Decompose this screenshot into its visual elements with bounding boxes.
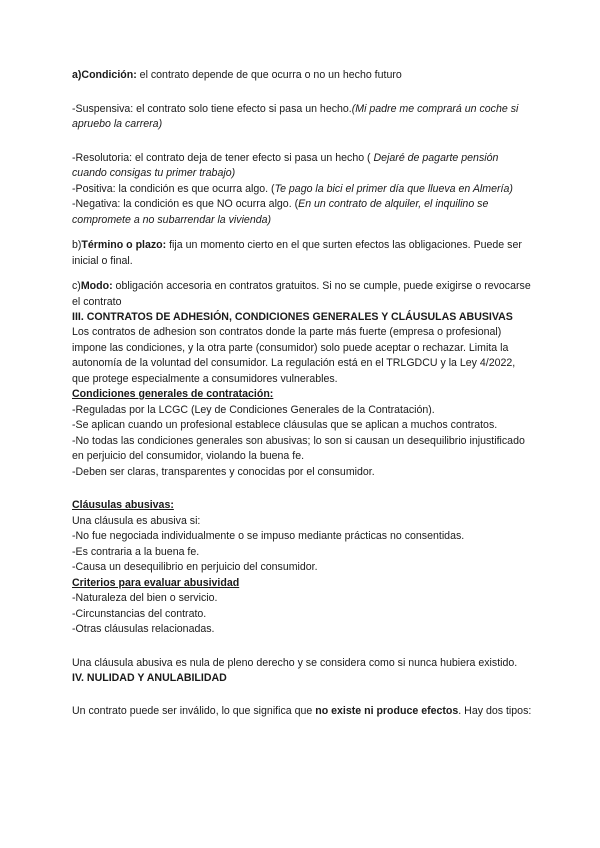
termino-label: Término o plazo: [81, 239, 167, 251]
crit-item: -Circunstancias del contrato. [72, 607, 207, 620]
cg-item: -Reguladas por la LCGC (Ley de Condiciones Generales de la Contratación). [72, 403, 435, 416]
modo-prefix: c) [72, 280, 81, 292]
section-4-heading: IV. NULIDAD Y ANULABILIDAD [72, 672, 227, 684]
suspensiva-paragraph [72, 102, 532, 133]
modo-text: obligación accesoria en contratos gratuitos. Si no se cumple, puede exigirse o revocarse el contrato [72, 280, 531, 308]
ca-intro: Una cláusula es abusiva si: [72, 514, 201, 527]
adhesion-intro: Los contratos de adhesion son contratos donde la parte más fuerte (empresa o profesional) impone las condiciones, y la otra parte (consumidor) solo puede aceptar o rechazar. Limita la autonomía de la voluntad del consumidor. La regulación está en el TRLGDCU y la Ley 4/2022, que protege especialmente a consumidores vulnerables. [72, 326, 516, 385]
condicion-label: a)Condición: [72, 69, 137, 81]
nulidad-paragraph [72, 704, 532, 720]
nulidad-text-pre: Un contrato puede ser inválido, lo que significa que [72, 705, 316, 717]
crit-item: -Naturaleza del bien o servicio. [72, 592, 218, 604]
termino-text: fija un momento cierto en el que surten efectos las obligaciones. Puede ser inicial o final. [72, 239, 522, 267]
resolutoria-text: -Resolutoria: el contrato deja de tener efecto si pasa un hecho ( [72, 151, 374, 164]
crit-title [72, 576, 532, 592]
condicion-text: el contrato depende de que ocurra o no un hecho futuro [136, 69, 402, 81]
cg-item: -Deben ser claras, transparentes y conocidas por el consumidor. [72, 465, 375, 478]
resolutoria-paragraph [72, 151, 532, 182]
negativa-paragraph [72, 197, 532, 228]
suspensiva-example: (Mi padre me comprará un coche si apruebo la carrera) [72, 102, 519, 130]
negativa-text: -Negativa: la condición es que NO ocurra algo. ( [72, 198, 299, 210]
negativa-example: En un contrato de alquiler, el inquilino se compromete a no subarrendar la vivienda) [72, 198, 489, 226]
positiva-example: Te pago la bici el primer día que llueva en Almería) [274, 182, 513, 195]
cg-title-text: Condiciones generales de contratación: [72, 388, 274, 400]
ca-item: -No fue negociada individualmente o se impuso mediante prácticas no consentidas. [72, 530, 465, 542]
condicion-paragraph [72, 68, 532, 84]
ca-item: -Es contraria a la buena fe. [72, 545, 200, 558]
modo-paragraph [72, 279, 532, 310]
section-3-heading: III. CONTRATOS DE ADHESIÓN, CONDICIONES GENERALES Y CLÁUSULAS ABUSIVAS [72, 311, 513, 323]
nula-paragraph: Una cláusula abusiva es nula de pleno derecho y se considera como si nunca hubiera existido. [72, 656, 518, 669]
termino-paragraph [72, 238, 532, 269]
modo-label: Modo: [80, 280, 113, 292]
ca-item: -Causa un desequilibrio en perjuicio del consumidor. [72, 561, 318, 573]
cg-item: -No todas las condiciones generales son abusivas; lo son si causan un desequilibrio injustificado en perjuicio del consumidor, violando la buena fe. [72, 434, 525, 462]
cg-title [72, 387, 532, 403]
nulidad-text-bold: no existe ni produce efectos [315, 705, 459, 717]
nulidad-text-post: . Hay dos tipos: [458, 705, 532, 717]
termino-prefix: b) [72, 239, 82, 251]
document-page [72, 68, 532, 720]
ca-title [72, 498, 532, 514]
positiva-paragraph [72, 182, 532, 198]
cg-item: -Se aplican cuando un profesional establece cláusulas que se aplican a muchos contratos. [72, 419, 498, 431]
suspensiva-text: -Suspensiva: el contrato solo tiene efecto si pasa un hecho. [72, 102, 352, 115]
crit-title-text: Criterios para evaluar abusividad [72, 576, 240, 589]
positiva-text: -Positiva: la condición es que ocurra algo. ( [72, 182, 275, 195]
ca-title-text: Cláusulas abusivas: [72, 499, 174, 511]
resolutoria-example: Dejaré de pagarte pensión cuando consigas tu primer trabajo) [72, 151, 499, 179]
crit-item: -Otras cláusulas relacionadas. [72, 623, 215, 635]
